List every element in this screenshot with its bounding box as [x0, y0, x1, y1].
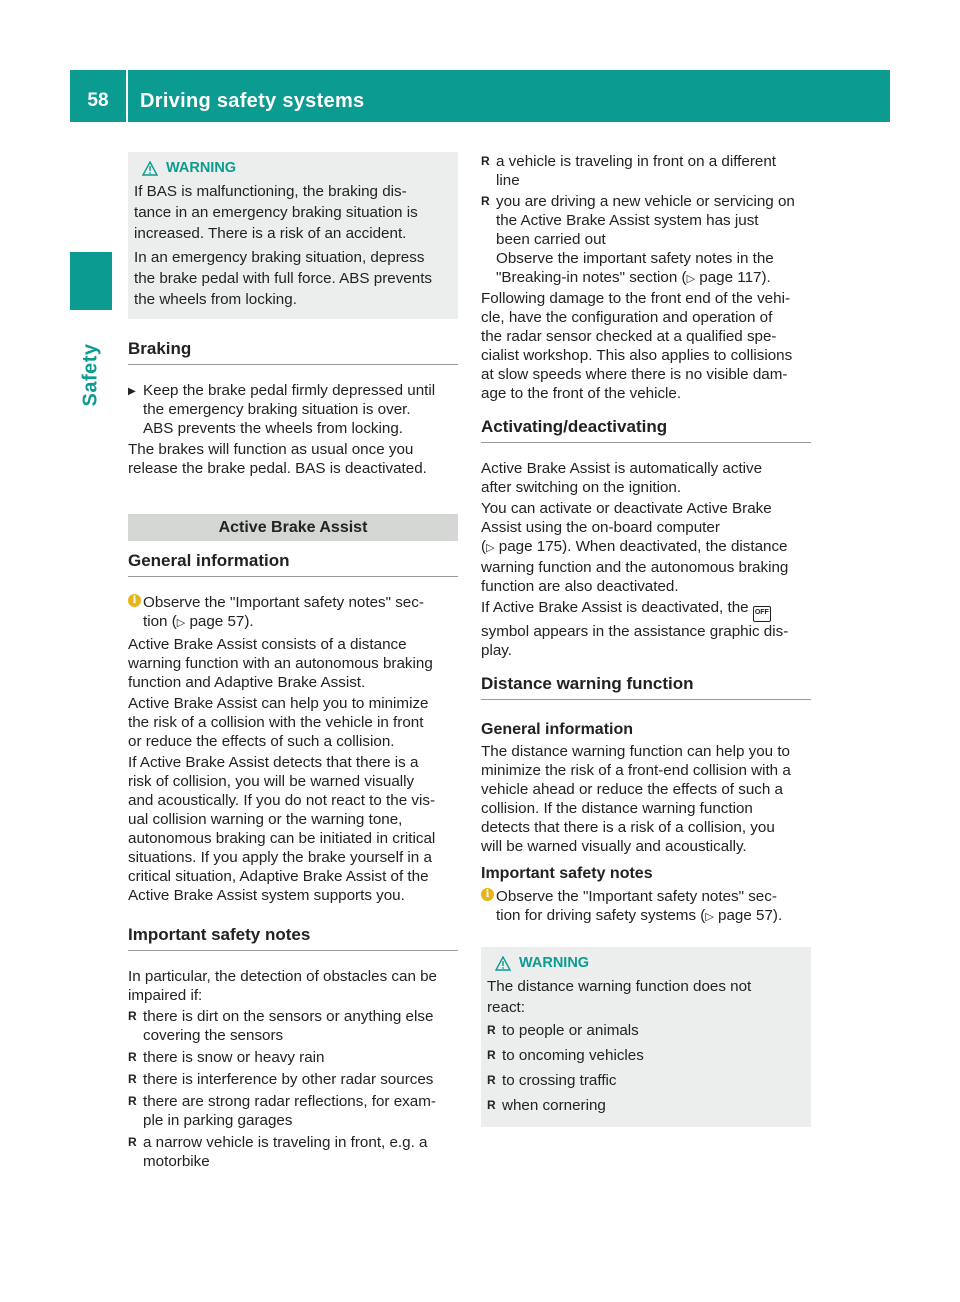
page-reference-link[interactable]: page 57). — [185, 613, 254, 630]
paragraph: The distance warning function can help you to minimize the risk of a front-end collision with a vehicle ahead or reduce the effects of such a collision. If the distance warning function detects that there is a risk of a collision, you will be warned visually and acoustically. — [481, 743, 791, 855]
list-item: R to people or animals — [487, 1018, 801, 1043]
list-item: R a narrow vehicle is traveling in front, e.g. a motorbike — [128, 1133, 458, 1171]
section-heading-important-safety-notes: Important safety notes — [128, 925, 458, 951]
section-heading-braking: Braking — [128, 339, 458, 365]
section-side-label — [70, 320, 112, 430]
page-ref-arrow-icon: ▷ — [686, 273, 696, 285]
observe-text: Observe the important safety notes in the "Breaking-in notes" section ( — [496, 250, 774, 286]
page-ref-arrow-icon: ▷ — [176, 617, 186, 629]
section-heading-distance-warning: Distance warning function — [481, 674, 811, 700]
warning-box-distance — [481, 947, 811, 1127]
list-item: R when cornering — [487, 1093, 801, 1118]
right-column — [481, 152, 811, 1127]
section-banner: Active Brake Assist — [128, 514, 458, 541]
paragraph — [481, 598, 811, 660]
paragraph: The brakes will function as usual once you release the brake pedal. BAS is deactivated. — [128, 441, 427, 477]
page-reference-link[interactable]: page 117). — [695, 269, 771, 286]
page-ref-arrow-icon: ▷ — [705, 911, 714, 923]
list-item: R to oncoming vehicles — [487, 1043, 801, 1068]
section-tab-marker — [70, 252, 112, 310]
warning-heading — [495, 953, 801, 973]
list-item: R there are strong radar reflections, for exam- ple in parking garages — [128, 1092, 458, 1130]
paragraph: Active Brake Assist is automatically active after switching on the ignition. — [481, 460, 763, 496]
paragraph: Active Brake Assist consists of a distance warning function with an autonomous braking function and Adaptive Brake Assist. — [128, 636, 433, 691]
paragraph: Following damage to the front end of the vehi- cle, have the configuration and operation of the radar sensor checked at a qualified spe- cialist workshop. This also applies to collisions at slow speeds where there is no visible dam- age to the front of the vehicle. — [481, 290, 793, 402]
warning-text: The distance warning function does not react: — [487, 978, 752, 1016]
header-divider — [126, 70, 128, 122]
info-note — [481, 887, 811, 927]
list-item: R to crossing traffic — [487, 1068, 801, 1093]
warning-triangle-icon — [142, 161, 158, 176]
instruction-step: ▶ Keep the brake pedal firmly depressed until the emergency braking situation is over. ABS prevents the wheels from locking. — [128, 381, 458, 438]
subheading-important-safety-notes: Important safety notes — [481, 865, 653, 882]
paragraph-text: symbol appears in the assistance graphic dis- play. — [481, 623, 789, 659]
section-heading-activating-deactivating: Activating/deactivating — [481, 417, 811, 443]
paragraph — [481, 499, 811, 596]
paragraph: In particular, the detection of obstacles can be impaired if: — [128, 968, 438, 1004]
observe-note — [481, 249, 811, 289]
side-label-text: Safety — [79, 343, 102, 407]
list-item: R there is dirt on the sensors or anything else covering the sensors — [128, 1007, 458, 1045]
info-text: Observe the "Important safety notes" sec- tion ( — [143, 594, 424, 630]
warning-title: WARNING — [519, 954, 590, 971]
warning-text: If BAS is malfunctioning, the braking dis- tance in an emergency braking situation is increased. There is a risk of an accident. — [134, 183, 418, 242]
list-item: R you are driving a new vehicle or servicing on the Active Brake Assist system has just been carried out — [481, 192, 811, 249]
paragraph: Active Brake Assist can help you to minimize the risk of a collision with the vehicle in front or reduce the effects of such a collision. — [128, 695, 429, 750]
list-item: R there is interference by other radar sources — [128, 1070, 458, 1089]
left-column — [128, 152, 458, 1171]
info-note — [128, 593, 458, 633]
info-icon: i — [481, 888, 494, 901]
section-heading-general-information: General information — [128, 551, 458, 577]
page-reference-link[interactable]: page 57). — [713, 907, 783, 924]
paragraph-text: You can activate or deactivate Active Brake Assist using the on-board computer ( — [481, 500, 772, 555]
warning-heading — [142, 158, 448, 178]
warning-triangle-icon — [495, 956, 511, 971]
brake-assist-off-icon: OFF — [753, 606, 771, 622]
list-item: R a vehicle is traveling in front on a different line — [481, 152, 811, 190]
warning-text: In an emergency braking situation, depress the brake pedal with full force. ABS prevents the wheels from locking. — [134, 249, 433, 308]
subheading-general-information: General information — [481, 721, 634, 738]
info-text: Observe the "Important safety notes" sec- tion for driving safety systems ( — [496, 888, 777, 924]
warning-box-bas — [128, 152, 458, 319]
paragraph: If Active Brake Assist detects that there is a risk of collision, you will be warned visually and acoustically. If you do not react to the vis- ual collision warning or the warning tone, autonomous braking can be initiated in critical situations. If you apply the brake yourself in a critical situation, Adaptive Brake Assist of the Active Brake Assist system supports you. — [128, 754, 436, 904]
page-number: 58 — [87, 90, 109, 111]
info-icon: i — [128, 594, 141, 607]
page-ref-arrow-icon: ▷ — [486, 542, 495, 554]
page-reference-link[interactable]: page 175). When deactivated, the distance warning function and the autonomous braking function are also deactivated. — [481, 538, 789, 595]
paragraph-text: If Active Brake Assist is deactivated, the — [481, 599, 753, 616]
list-item: R there is snow or heavy rain — [128, 1048, 458, 1067]
warning-title: WARNING — [166, 159, 237, 176]
page-title: Driving safety systems — [140, 90, 365, 112]
